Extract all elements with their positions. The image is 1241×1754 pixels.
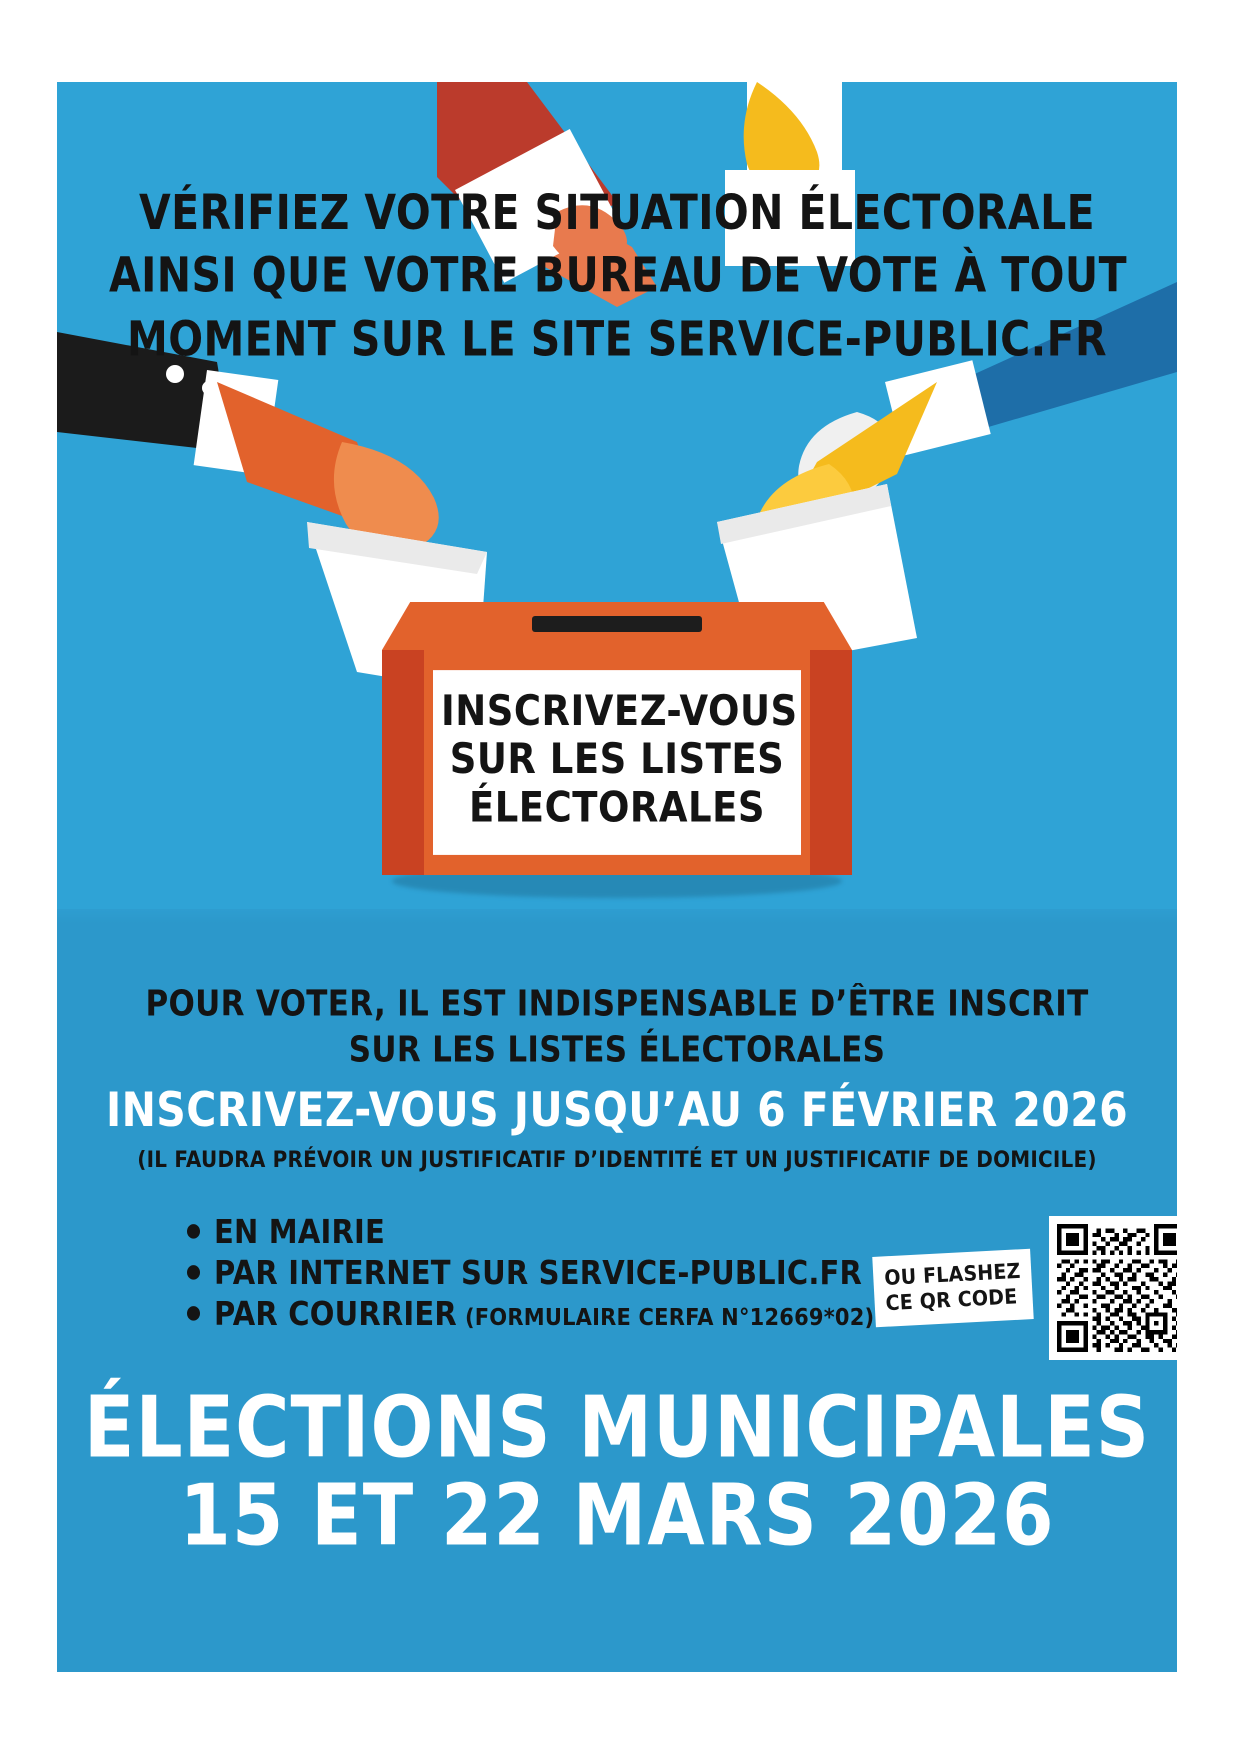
poster-headline <box>57 182 1177 371</box>
registration-methods-list <box>187 1212 874 1336</box>
ballot-box-label-line-2: SUR LES LISTES <box>449 735 785 784</box>
footer-line-2: 15 ET 22 MARS 2026 <box>179 1466 1055 1565</box>
list-item <box>187 1292 874 1338</box>
ballot-box-label <box>433 670 801 854</box>
ballot-box-slot <box>532 616 702 632</box>
bullet-dot-icon <box>187 1265 200 1280</box>
intro-text <box>103 981 1131 1074</box>
method-sublabel: (FORMULAIRE CERFA N°12669*02) <box>464 1304 875 1332</box>
poster-footer <box>57 1378 1177 1565</box>
poster-body-copy <box>57 983 1177 1173</box>
documents-note: (IL FAUDRA PRÉVOIR UN JUSTIFICATIF D’IDENTITÉ ET UN JUSTIFICATIF DE DOMICILE) <box>137 1145 1097 1173</box>
headline-line-2: AINSI QUE VOTRE BUREAU DE VOTE À TOUT <box>109 247 1127 304</box>
ballot-box-label-line-3: ÉLECTORALES <box>468 783 766 832</box>
ballot-box <box>382 602 852 875</box>
headline-line-3: MOMENT SUR LE SITE SERVICE-PUBLIC.FR <box>127 310 1107 367</box>
ballot-box-lid <box>382 602 852 650</box>
ballot-box-body <box>382 650 852 875</box>
bullet-dot-icon <box>187 1224 200 1239</box>
registration-deadline: INSCRIVEZ-VOUS JUSQU’AU 6 FÉVRIER 2026 <box>105 1081 1129 1138</box>
qr-code-icon <box>1057 1224 1177 1352</box>
qr-caption <box>873 1249 1035 1328</box>
intro-line-1: POUR VOTER, IL EST INDISPENSABLE D’ÊTRE INSCRIT <box>145 983 1089 1025</box>
registration-methods-section <box>57 1212 1177 1360</box>
qr-code[interactable] <box>1049 1216 1177 1360</box>
list-item <box>187 1251 874 1297</box>
method-label: EN MAIRIE <box>214 1212 385 1251</box>
headline-line-1: VÉRIFIEZ VOTRE SITUATION ÉLECTORALE <box>139 184 1095 241</box>
qr-caption-line-2: CE QR CODE <box>885 1284 1019 1316</box>
method-label: PAR INTERNET SUR SERVICE-PUBLIC.FR <box>214 1254 863 1293</box>
bullet-dot-icon <box>187 1306 200 1321</box>
ballot-box-label-line-1: INSCRIVEZ-VOUS <box>441 687 798 736</box>
qr-caption-line-1: OU FLASHEZ <box>884 1258 1022 1291</box>
method-label: PAR COURRIER <box>214 1295 457 1334</box>
footer-line-1: ÉLECTIONS MUNICIPALES <box>83 1378 1151 1477</box>
list-item <box>187 1210 874 1256</box>
intro-line-2: SUR LES LISTES ÉLECTORALES <box>348 1029 886 1071</box>
qr-section <box>874 1216 1177 1360</box>
election-poster <box>57 82 1177 1672</box>
